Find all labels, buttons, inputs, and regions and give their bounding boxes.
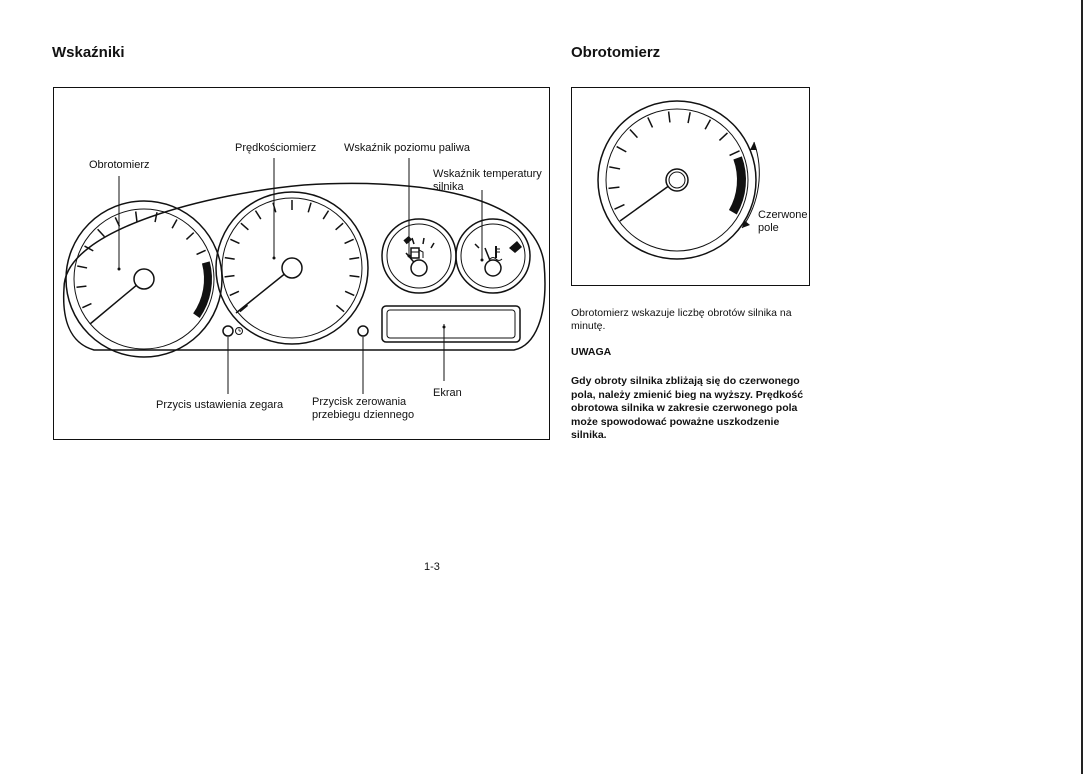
gauge-tick [255, 211, 260, 219]
fuel-gauge [382, 219, 456, 293]
gauge-tick [186, 233, 193, 240]
gauge-tick [136, 212, 137, 222]
callout-tachometer: Obrotomierz [89, 159, 150, 171]
callout-display: Ekran [433, 387, 462, 399]
gauge-tick [77, 286, 87, 287]
red-zone-label-line1: Czerwone [758, 209, 808, 221]
speedometer-gauge [216, 192, 368, 344]
speedometer-hub [282, 258, 302, 278]
gauge-tick [719, 133, 727, 141]
gauge-tick [350, 276, 360, 277]
clock-set-button [223, 326, 243, 336]
callout-fuel-gauge: Wskaźnik poziomu paliwa [344, 142, 470, 154]
tachometer-detail-drawing [572, 88, 811, 287]
cluster-housing [64, 183, 545, 350]
gauge-tick [230, 291, 239, 295]
right-heading: Obrotomierz [571, 44, 661, 61]
temperature-gauge [456, 219, 530, 293]
gauge-tick [225, 276, 235, 277]
tachometer-red-zone [193, 261, 212, 318]
gauge-tick [648, 117, 653, 127]
thermometer-icon [490, 246, 502, 261]
gauge-tick [617, 147, 627, 152]
gauge-tick [630, 130, 638, 138]
trip-reset-button [358, 326, 368, 336]
callout-trip-reset-line2: przebiegu dziennego [312, 409, 415, 421]
gauge-tick [688, 112, 690, 123]
gauge-tick [308, 203, 311, 213]
clock-icon [236, 328, 243, 335]
gauge-tick [82, 304, 91, 308]
callout-trip-reset-line1: Przycisk zerowania [312, 396, 407, 408]
red-zone-label-line2: pole [758, 222, 779, 234]
gauge-tick [155, 212, 157, 222]
tachometer-ticks [77, 212, 206, 308]
fuel-pump-icon [411, 248, 423, 258]
display-screen [382, 306, 520, 342]
gauge-tick [349, 258, 359, 260]
speedometer-needle [236, 268, 292, 313]
tachometer-hub [134, 269, 154, 289]
page-number: 1-3 [424, 561, 440, 573]
gauge-tick [336, 305, 344, 311]
cluster-figure [53, 87, 550, 440]
cluster-drawing [54, 88, 551, 441]
gauge-tick [730, 151, 740, 156]
left-heading: Wskaźniki [52, 44, 125, 61]
gauge-tick [336, 223, 344, 230]
detail-ticks [609, 112, 740, 210]
warning-title: UWAGA [571, 346, 612, 358]
gauge-tick [172, 220, 177, 229]
tachometer-description: Obrotomierz wskazuje liczbę obrotów silnika na minutę. [571, 307, 792, 332]
gauge-tick [98, 229, 105, 236]
tachometer-figure [571, 87, 810, 286]
callout-clock-button: Przycis ustawienia zegara [156, 399, 284, 411]
gauge-tick [323, 211, 328, 219]
gauge-tick [614, 205, 624, 210]
gauge-tick [609, 167, 620, 169]
callout-temp-gauge-line1: Wskaźnik temperatury [433, 168, 542, 180]
callout-speedometer: Prędkościomierz [235, 142, 317, 154]
gauge-tick [197, 250, 206, 254]
leader-lines [119, 158, 482, 394]
gauge-tick [669, 112, 670, 123]
gauge-tick [77, 266, 87, 268]
warning-text: Gdy obroty silnika zbliżają się do czerwonego pola, należy zmienić bieg na wyższy. Prędkość obrotowa silnika w zakresie czerwonego pola może spowodować poważne uszkodzenie silnika. [571, 375, 804, 441]
gauge-tick [241, 223, 249, 230]
gauge-tick [345, 291, 354, 295]
gauge-tick [705, 120, 710, 130]
gauge-tick [225, 258, 235, 260]
gauge-tick [345, 239, 354, 243]
gauge-tick [230, 239, 239, 243]
gauge-tick [609, 187, 620, 188]
tachometer-gauge [66, 201, 222, 357]
callout-temp-gauge-line2: silnika [433, 181, 464, 193]
